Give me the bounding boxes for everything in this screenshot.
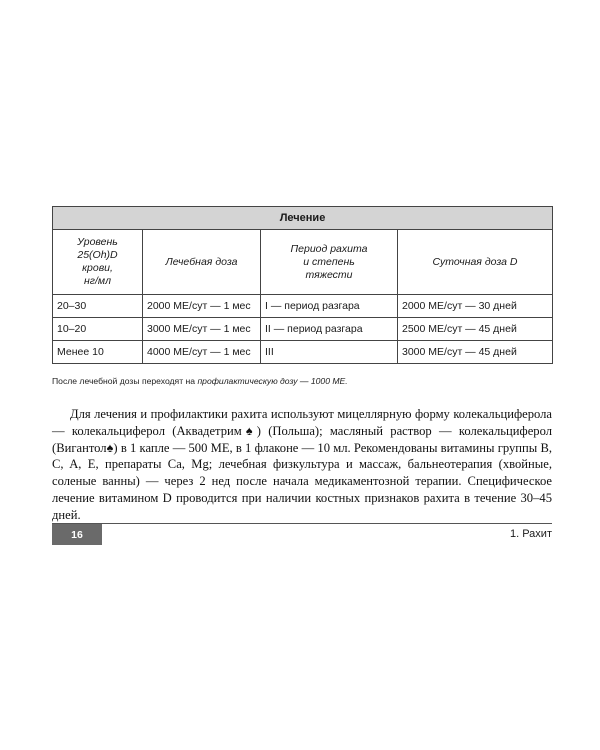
table-footnote (52, 376, 348, 386)
header-line: Период рахита (290, 242, 368, 255)
header-daily-dose (398, 230, 553, 295)
table-cell: II — период разгара (261, 318, 398, 341)
table-cell: III (261, 341, 398, 364)
table-cell: Менее 10 (53, 341, 143, 364)
table-cell: 3000 МЕ/сут — 45 дней (398, 341, 553, 364)
table-cell: 10–20 (53, 318, 143, 341)
table-cell: 2500 МЕ/сут — 45 дней (398, 318, 553, 341)
header-line: Суточная доза D (432, 255, 518, 268)
header-line: Лечебная доза (165, 255, 238, 268)
table-cell: 3000 МЕ/сут — 1 мес (143, 318, 261, 341)
header-line: и степень (303, 255, 355, 268)
table-title-row (53, 207, 553, 230)
header-line: тяжести (305, 268, 353, 281)
header-level-25ohd (53, 230, 143, 295)
header-line: крови, (82, 262, 113, 274)
table-row (53, 341, 553, 364)
table-cell: 4000 МЕ/сут — 1 мес (143, 341, 261, 364)
header-line: 25(Oh)D (77, 249, 118, 261)
table-row (53, 318, 553, 341)
treatment-table-wrapper (52, 206, 552, 364)
page-number: 16 (52, 524, 102, 545)
header-therapeutic-dose (143, 230, 261, 295)
chapter-title: 1. Рахит (509, 528, 552, 540)
treatment-table (52, 206, 553, 364)
body-text (52, 406, 552, 524)
table-cell: 2000 МЕ/сут — 30 дней (398, 295, 553, 318)
footnote-prefix: После лечебной дозы переходят на (52, 376, 198, 386)
footnote-emphasis: профилактическую дозу — 1000 МЕ. (197, 376, 348, 386)
header-line: Уровень (77, 236, 118, 248)
table-cell: 2000 МЕ/сут — 1 мес (143, 295, 261, 318)
table-cell: I — период разгара (261, 295, 398, 318)
table-row (53, 295, 553, 318)
header-line: нг/мл (84, 275, 111, 287)
table-title: Лечение (53, 207, 553, 230)
table-cell: 20–30 (53, 295, 143, 318)
table-header-row (53, 230, 553, 295)
header-rickets-period (261, 230, 398, 295)
footer-divider (52, 523, 552, 524)
body-paragraph: Для лечения и профилактики рахита используют мицеллярную форму колекальциферола — колекальциферол (Аквадетрим♠) (Польша); масляный раствор — колекальциферол (Вигантол♠) в 1 капле — 500 МЕ, в 1 флаконе — 10 мл. Рекомендованы витамины группы B, C, A, E, препараты Ca, Mg; лечебная физкультура и массаж, бальнеотерапия (хвойные, соленые ванны) — через 2 нед после начала медикаментозной терапии. Специфическое лечение витамином D проводится при наличии костных признаков рахита в течение 30–45 дней. (52, 407, 552, 522)
